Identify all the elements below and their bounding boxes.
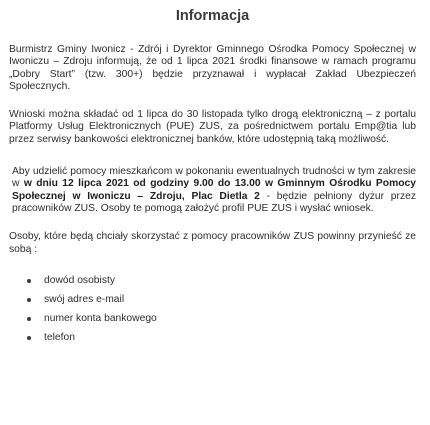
required-items-list — [9, 275, 416, 345]
list-item-text: swój adres e-mail — [44, 293, 125, 305]
bullet-icon — [27, 279, 31, 283]
list-item-text: telefon — [44, 332, 75, 344]
duty-intro-text: Aby udzielić pomocy mieszkańcom w pokonaniu ewentualnych trudności w tym zakresie w — [12, 166, 416, 190]
paragraph-application-info: Wnioski można składać od 1 lipca do 30 listopada tylko drogą elektroniczną – z portalu Platformy Usług Elektronicznych (PUE) ZUS, za pośrednictwem portalu Emp@tia lub przez serwisy bankowości elektronicznej banków, które udostępnią taką możliwość. — [9, 109, 416, 145]
paragraph-program-info: Burmistrz Gminy Iwonicz - Zdrój i Dyrektor Gminnego Ośrodka Pomocy Społecznej w Iwoniczu – Zdroju informują, że od 1 lipca 2021 środki finansowe w ramach programu „Dobry Start” (tzw. 300+) będzie przyznawał i wypłacał Zakład Ubezpieczeń Społecznych. — [9, 44, 416, 92]
list-item — [27, 313, 416, 325]
paragraph-duty-info — [9, 166, 416, 215]
duty-date-location: w dniu 12 lipca 2021 od godziny 9.00 do 13.00 w Gminnym Ośrodku Pomocy Społecznej w Iwoniczu – Zdroju, Plac Dietla 2 — [12, 178, 416, 202]
bullet-icon — [27, 317, 31, 321]
list-item — [27, 275, 416, 287]
list-item-text: numer konta bankowego — [44, 313, 157, 325]
duty-outro-text: - będzie pełniony dyżur przez pracowników ZUS. Osoby te pomogą założyć profil PUE ZUS i wysłać wniosek. — [12, 190, 416, 214]
paragraph-required-items: Osoby, które będą chciały skorzystać z pomocy pracowników ZUS powinny przynieść ze sobą : — [9, 231, 416, 255]
bullet-icon — [27, 298, 31, 302]
list-item-text: dowód osobisty — [44, 274, 115, 286]
document-title: Informacja — [175, 8, 250, 24]
list-item — [27, 294, 416, 306]
bullet-icon — [27, 336, 31, 340]
list-item — [27, 332, 416, 344]
